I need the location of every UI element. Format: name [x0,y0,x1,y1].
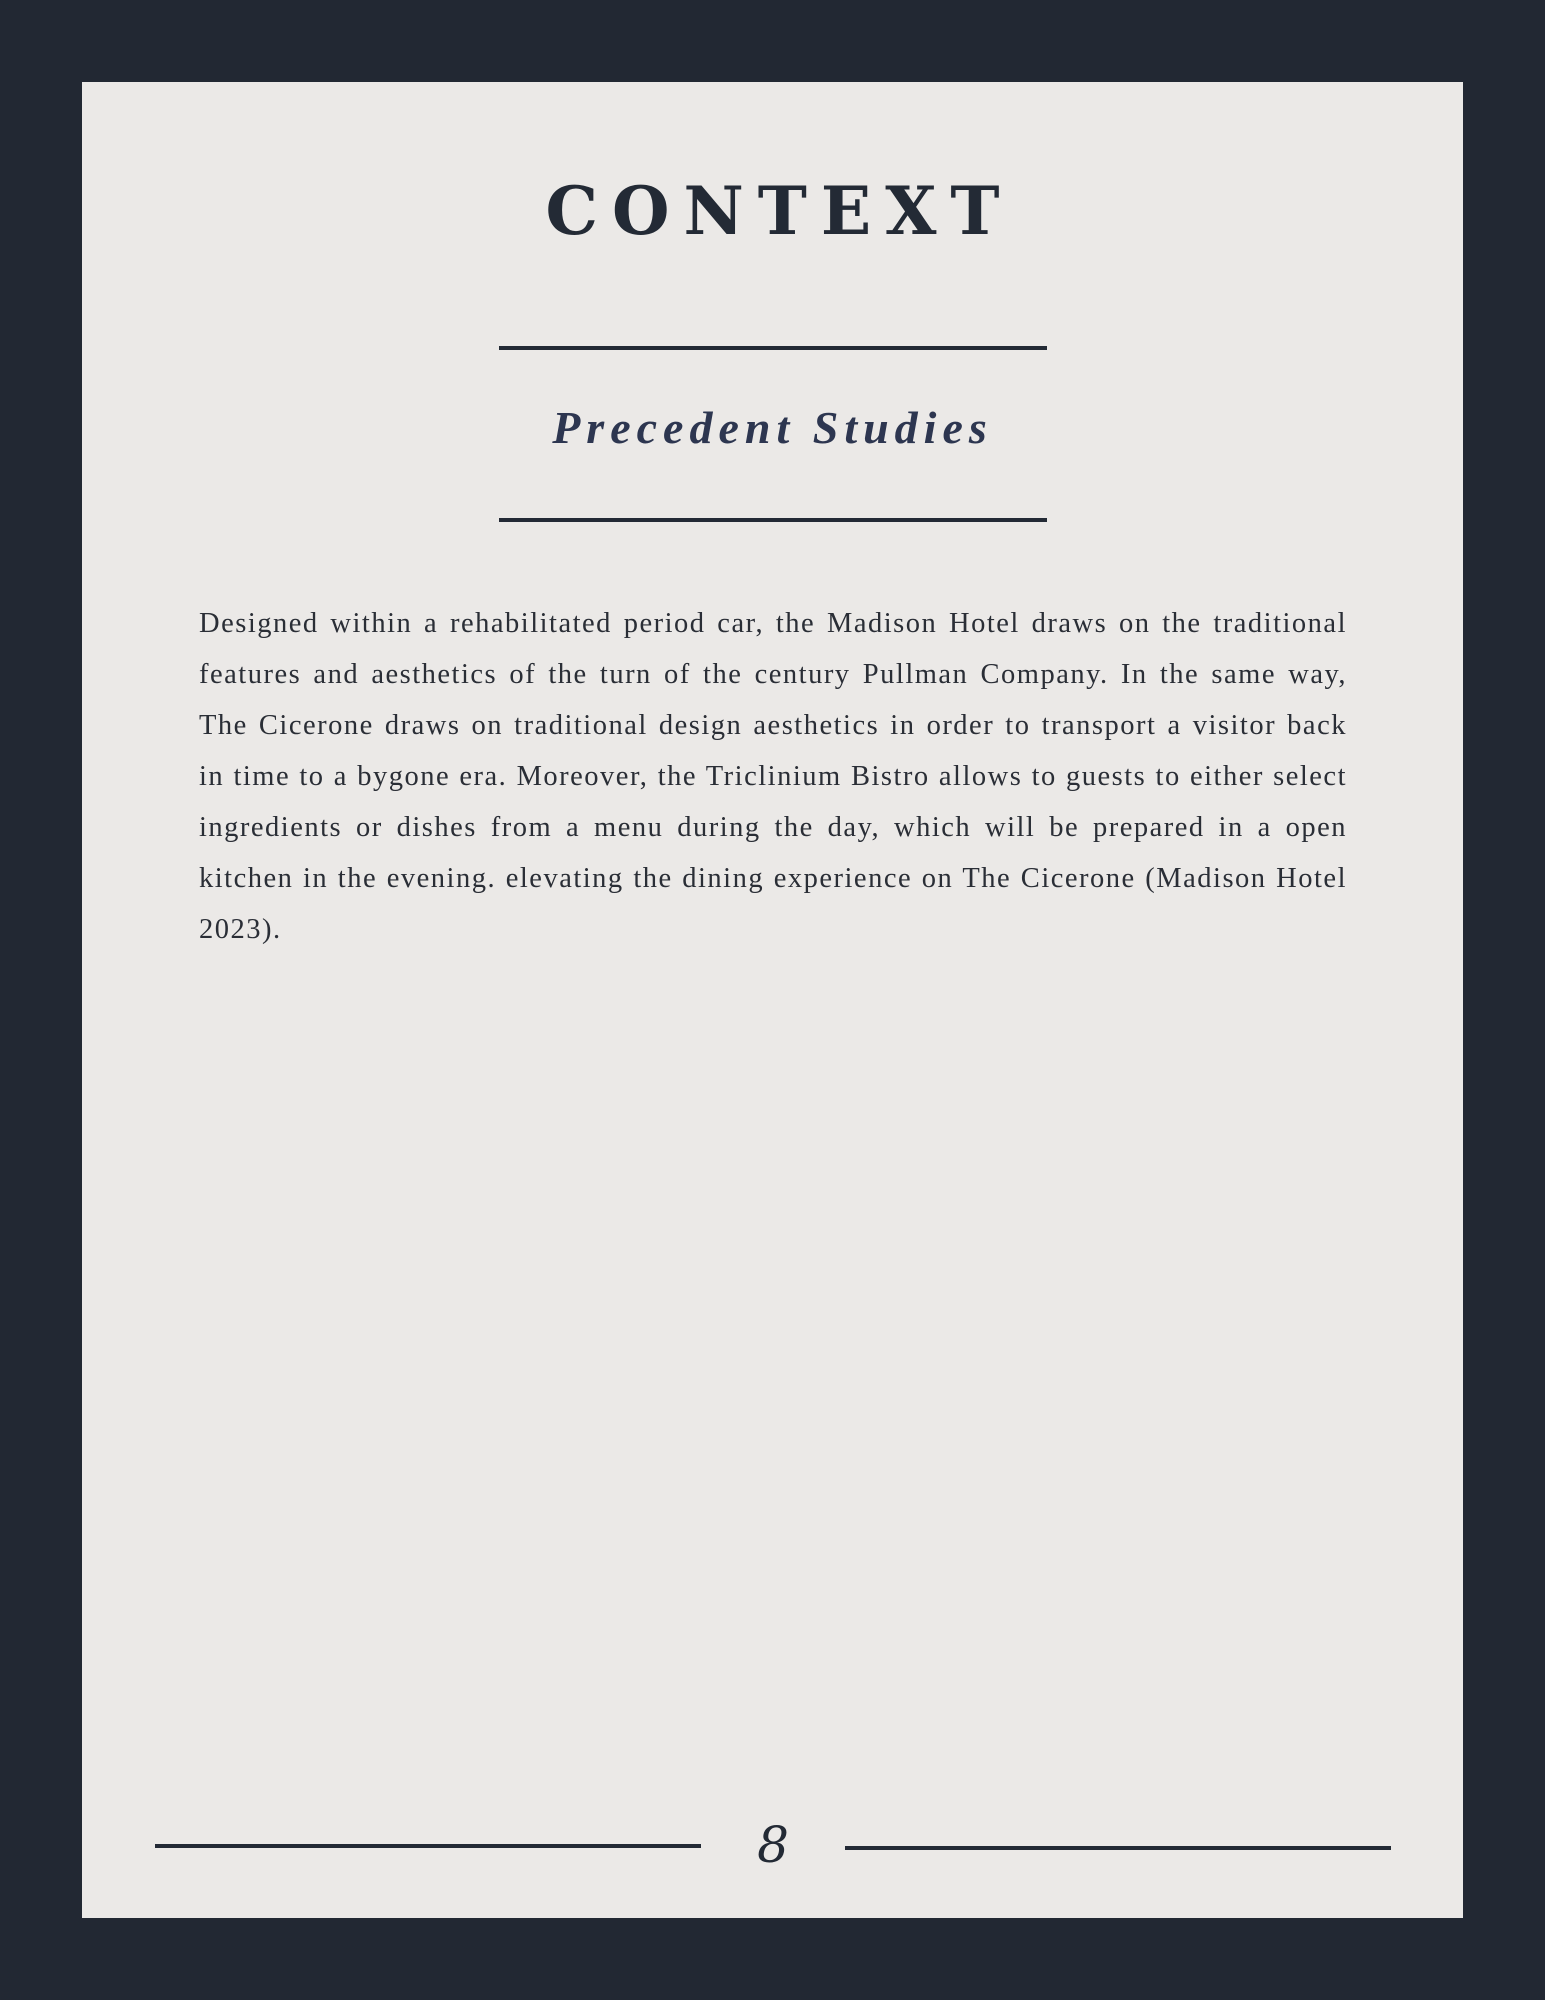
footer-divider-left [155,1844,701,1848]
page-subtitle: Precedent Studies [552,402,993,453]
title-divider-top [499,346,1047,350]
footer-divider-right [845,1846,1391,1850]
body-paragraph: Designed within a rehabilitated period car, the Madison Hotel draws on the traditional features and aesthetics of the turn of the century Pullman Company. In the same way, The Cicerone draws on traditional design aesthetics in order to transport a visitor back in time to a bygone era. Moreover, the Triclinium Bistro allows to guests to either select ingredients or dishes from a menu during the day, which will be prepared in a open kitchen in the evening. elevating the dining experience on The Cicerone (Madison Hotel 2023). [199,608,1347,945]
page-number: 8 [757,1816,789,1874]
title-divider-bottom [499,518,1047,522]
page-title: CONTEXT [545,172,1014,250]
document-page [82,82,1463,1918]
